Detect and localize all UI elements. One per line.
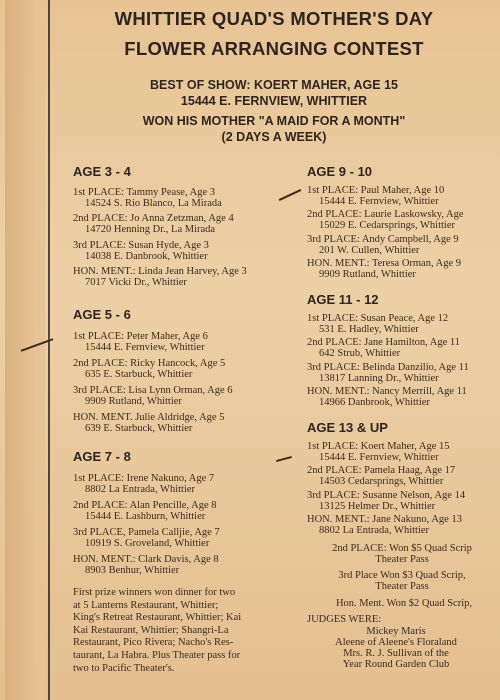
entry-address: 201 W. Cullen, Whittier <box>319 245 420 256</box>
entry-place: 1st PLACE: Tammy Pease, Age 3 <box>73 187 215 198</box>
best-of-show-address: 15444 E. FERNVIEW, WHITTIER <box>180 94 368 108</box>
entry-place: HON. MENT.: Linda Jean Harvey, Age 3 <box>73 266 247 277</box>
paragraph-line: at 5 Lanterns Restaurant, Whittier; <box>73 599 219 611</box>
entry-place: HON. MENT. Julie Aldridge, Age 5 <box>73 412 225 423</box>
entry <box>307 465 455 487</box>
entry <box>73 187 222 209</box>
judge-name: Mrs. R. J. Sullivan of the <box>343 648 449 659</box>
title-line-1: WHITTIER QUAD'S MOTHER'S DAY <box>114 8 434 29</box>
section-heading-age-11-12: AGE 11 - 12 <box>307 292 379 307</box>
entry-place: 1st PLACE: Peter Maher, Age 6 <box>73 331 208 342</box>
entry <box>307 337 460 359</box>
entry-place: 3rd PLACE: Susan Hyde, Age 3 <box>73 240 209 251</box>
entry-address: 14038 E. Danbrook, Whittier <box>85 251 208 262</box>
entry-place: 2nd PLACE: Jo Anna Zetzman, Age 4 <box>73 213 234 224</box>
prize-line: Theater Pass <box>375 581 429 592</box>
hon-ment-prize: Hon. Ment. Won $2 Quad Scrip, <box>335 598 473 609</box>
entry-place: 1st PLACE: Irene Nakuno, Age 7 <box>73 473 215 484</box>
second-place-prize <box>312 543 492 565</box>
judge-name: Mickey Maris <box>366 626 426 637</box>
judge-name: Aleene of Aleene's Floraland <box>335 637 457 648</box>
judge-name: Year Round Garden Club <box>342 659 450 670</box>
entry-address: 14720 Henning Dr., La Mirada <box>85 224 216 235</box>
entry <box>73 266 247 288</box>
entry <box>307 386 467 408</box>
title-line-2: FLOWER ARRANGING CONTEST <box>124 38 424 59</box>
entry <box>307 185 444 207</box>
entry-place: 3rd PLACE: Belinda Danzilio, Age 11 <box>307 362 469 373</box>
entry-address: 13817 Lanning Dr., Whittier <box>319 373 439 384</box>
entry-place: 2nd PLACE: Pamela Haag, Age 17 <box>307 465 456 476</box>
entry-place: 3rd PLACE: Andy Campbell, Age 9 <box>307 234 459 245</box>
paragraph-line: taurant, La Habra. Plus Theater pass for <box>73 649 241 661</box>
entry <box>307 514 462 536</box>
paragraph-line: Kai Restaurant, Whittier; Shangri-La <box>73 624 229 636</box>
section-heading-age-13-up: AGE 13 & UP <box>307 420 388 435</box>
entry-place: HON. MENT.: Nancy Merrill, Age 11 <box>307 386 467 397</box>
third-place-prize <box>312 570 492 592</box>
column-rule <box>48 0 50 700</box>
entry <box>73 527 220 549</box>
judges-heading: JUDGES WERE: <box>307 614 382 625</box>
section-heading-age-3-4: AGE 3 - 4 <box>73 164 131 179</box>
entry-address: 642 Strub, Whittier <box>319 348 401 359</box>
entry-place: 3rd PLACE: Susanne Nelson, Age 14 <box>307 490 466 501</box>
entry-address: 531 E. Hadley, Whittier <box>319 324 419 335</box>
entry-address: 14503 Cedarsprings, Whittier <box>319 476 444 487</box>
entry <box>73 331 208 353</box>
judges-list <box>306 626 486 670</box>
best-of-show: BEST OF SHOW: KOERT MAHER, AGE 15 <box>150 78 398 92</box>
entry-address: 8802 La Entrada, Whittier <box>85 484 196 495</box>
entry-place: 2nd PLACE: Alan Pencille, Age 8 <box>73 500 217 511</box>
entry-address: 9909 Rutland, Whittier <box>85 396 182 407</box>
paragraph-line: King's Retreat Restaurant, Whittier; Kai <box>73 612 242 624</box>
entry <box>307 362 469 384</box>
entry-address: 9909 Rutland, Whittier <box>319 269 416 280</box>
entry <box>73 240 209 262</box>
entry-address: 7017 Vicki Dr., Whittier <box>85 277 187 288</box>
entry-address: 15444 E. Fernview, Whittier <box>319 452 439 463</box>
entry-place: 1st PLACE: Susan Peace, Age 12 <box>307 313 449 324</box>
section-heading-age-9-10: AGE 9 - 10 <box>307 164 373 179</box>
entry-address: 635 E. Starbuck, Whittier <box>85 369 193 380</box>
entry-address: 13125 Helmer Dr., Whittier <box>319 501 436 512</box>
entry-place: 3rd PLACE, Pamela Calljie, Age 7 <box>73 527 220 538</box>
entry-address: 639 E. Starbuck, Whittier <box>85 423 193 434</box>
entry-address: 14966 Danbrook, Whittier <box>319 397 430 408</box>
entry <box>307 313 448 335</box>
entry-address: 15444 E. Fernview, Whittier <box>85 342 205 353</box>
entry-place: 2nd PLACE: Laurie Laskowsky, Age <box>307 209 464 220</box>
entry <box>307 234 459 256</box>
prize-line: 2nd PLACE: Won $5 Quad Scrip <box>332 543 472 554</box>
entry-address: 8903 Benhur, Whittier <box>85 565 180 576</box>
entry-place: 1st PLACE: Koert Maher, Age 15 <box>307 441 450 452</box>
entry <box>73 358 225 380</box>
prize-line: 3rd Place Won $3 Quad Scrip, <box>338 570 466 581</box>
prize-line: Theater Pass <box>375 554 429 565</box>
section-heading-age-7-8: AGE 7 - 8 <box>73 449 131 464</box>
section-heading-age-5-6: AGE 5 - 6 <box>73 307 131 322</box>
paragraph-line: Restaurant, Pico Rivera; Nacho's Res- <box>73 637 234 649</box>
grand-prize-detail: (2 DAYS A WEEK) <box>221 130 327 144</box>
entry-address: 15444 E. Fernview, Whittier <box>319 196 439 207</box>
entry-address: 8802 La Entrada, Whittier <box>319 525 430 536</box>
entry <box>73 473 214 495</box>
entry <box>73 385 233 407</box>
entry-place: HON. MENT.: Clark Davis, Age 8 <box>73 554 219 565</box>
entry-place: 2nd PLACE: Ricky Hancock, Age 5 <box>73 358 226 369</box>
entry-place: HON. MENT.: Teresa Orman, Age 9 <box>307 258 462 269</box>
entry <box>307 209 464 231</box>
entry-address: 10919 S. Groveland, Whittier <box>85 538 210 549</box>
paragraph-line: First prize winners won dinner for two <box>73 587 236 598</box>
entry <box>73 412 224 434</box>
entry <box>307 258 461 280</box>
entry <box>73 500 217 522</box>
entry-place: HON. MENT.: Jane Nakuno, Age 13 <box>307 514 462 525</box>
grand-prize: WON HIS MOTHER "A MAID FOR A MONTH" <box>142 114 406 128</box>
entry-address: 15444 E. Lashburn, Whittier <box>85 511 206 522</box>
entry-place: 1st PLACE: Paul Maher, Age 10 <box>307 185 445 196</box>
entry-place: 2nd PLACE: Jane Hamilton, Age 11 <box>307 337 461 348</box>
entry-address: 15029 E. Cedarsprings, Whittier <box>319 220 455 231</box>
entry-address: 14524 S. Rio Blanco, La Mirada <box>85 198 222 209</box>
paragraph-line: two to Pacific Theater's. <box>73 662 175 674</box>
entry-place: 3rd PLACE: Lisa Lynn Orman, Age 6 <box>73 385 233 396</box>
first-prize-paragraph <box>73 587 301 675</box>
entry <box>307 441 449 463</box>
entry <box>73 213 234 235</box>
entry <box>307 490 465 512</box>
entry <box>73 554 219 576</box>
